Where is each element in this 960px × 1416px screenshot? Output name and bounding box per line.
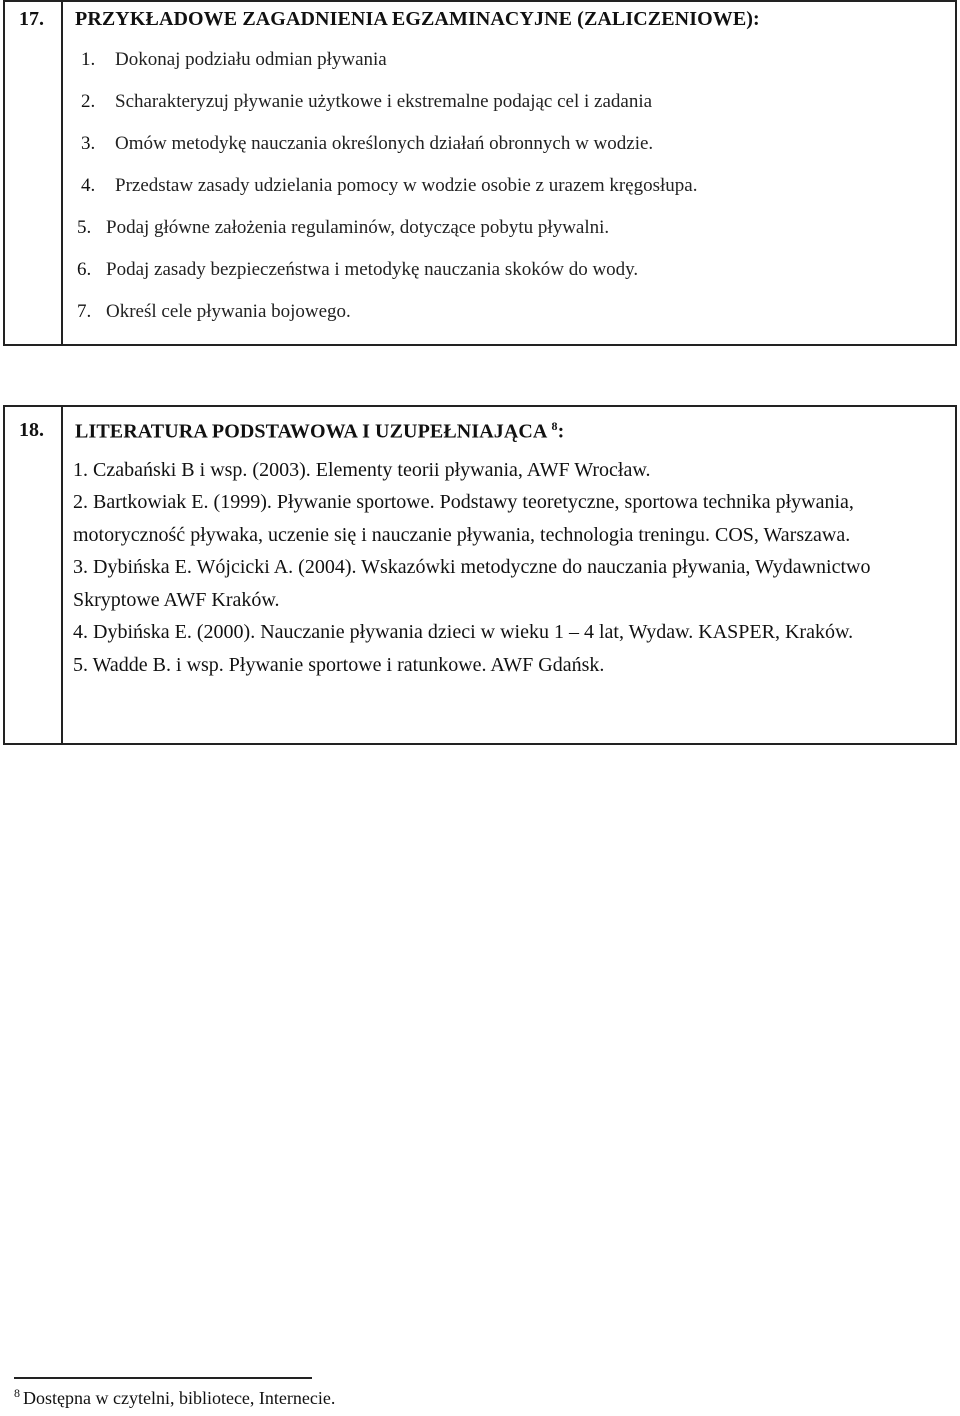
question-text: Określ cele pływania bojowego. [106,301,351,322]
heading-colon: : [557,420,565,443]
question-number: 7. [77,301,92,322]
heading-text: LITERATURA PODSTAWOWA I UZUPEŁNIAJĄCA [75,420,547,443]
literature-entry: 3. Dybińska E. Wójcicki A. (2004). Wskazówki metodyczne do nauczania pływania, Wydawnictwo Skryptowe AWF Kraków. [73,556,871,611]
footnote [14,1386,335,1409]
question-number: 5. [77,217,92,238]
section-number-cell [4,1,62,345]
section-17-table [3,0,957,346]
question-text: Podaj główne założenia regulaminów, dotyczące pobytu pływalni. [106,217,610,238]
footnote-marker: 8 [14,1386,20,1400]
exam-questions-list [63,39,955,333]
section-heading: PRZYKŁADOWE ZAGADNIENIA EGZAMINACYJNE (ZALICZENIOWE): [75,8,760,30]
question-item [63,249,955,291]
question-item [63,165,955,207]
footnote-text: Dostępna w czytelni, bibliotece, Internecie. [23,1388,336,1408]
question-text: Omów metodykę nauczania określonych działań obronnych w wodzie. [115,133,654,154]
section-number: 17. [19,8,44,30]
question-number: 2. [81,91,96,112]
question-text: Przedstaw zasady udzielania pomocy w wodzie osobie z urazem kręgosłupa. [115,175,698,196]
question-number: 3. [81,133,96,154]
question-number: 4. [81,175,96,196]
footnote-separator [14,1377,312,1379]
question-text: Scharakteryzuj pływanie użytkowe i ekstremalne podając cel i zadania [115,91,653,112]
section-18-table [3,405,957,745]
question-text: Podaj zasady bezpieczeństwa i metodykę nauczania skoków do wody. [106,259,639,280]
section-number: 18. [19,419,44,441]
section-number-cell [4,406,62,744]
literature-entry: 2. Bartkowiak E. (1999). Pływanie sportowe. Podstawy teoretyczne, sportowa technika pływania, motoryczność pływaka, uczenie się i nauczanie pływania, technologia treningu. COS, Warszawa. [73,491,854,546]
question-number: 1. [81,49,96,70]
question-item [63,123,955,165]
question-text: Dokonaj podziału odmian pływania [115,49,387,70]
section-content-cell [62,406,956,744]
question-item [63,39,955,81]
literature-entry: 4. Dybińska E. (2000). Nauczanie pływania dzieci w wieku 1 – 4 lat, Wydaw. KASPER, Kraków. [73,621,854,644]
question-number: 6. [77,259,92,280]
question-item [63,81,955,123]
question-item [63,207,955,249]
footnote-reference: 8 [551,419,558,433]
literature-entry: 1. Czabański B i wsp. (2003). Elementy teorii pływania, AWF Wrocław. [73,458,651,481]
section-content-cell [62,1,956,345]
section-heading [63,407,955,444]
question-item [63,291,955,333]
literature-entry: 5. Wadde B. i wsp. Pływanie sportowe i ratunkowe. AWF Gdańsk. [73,653,605,676]
literature-list [63,454,955,682]
